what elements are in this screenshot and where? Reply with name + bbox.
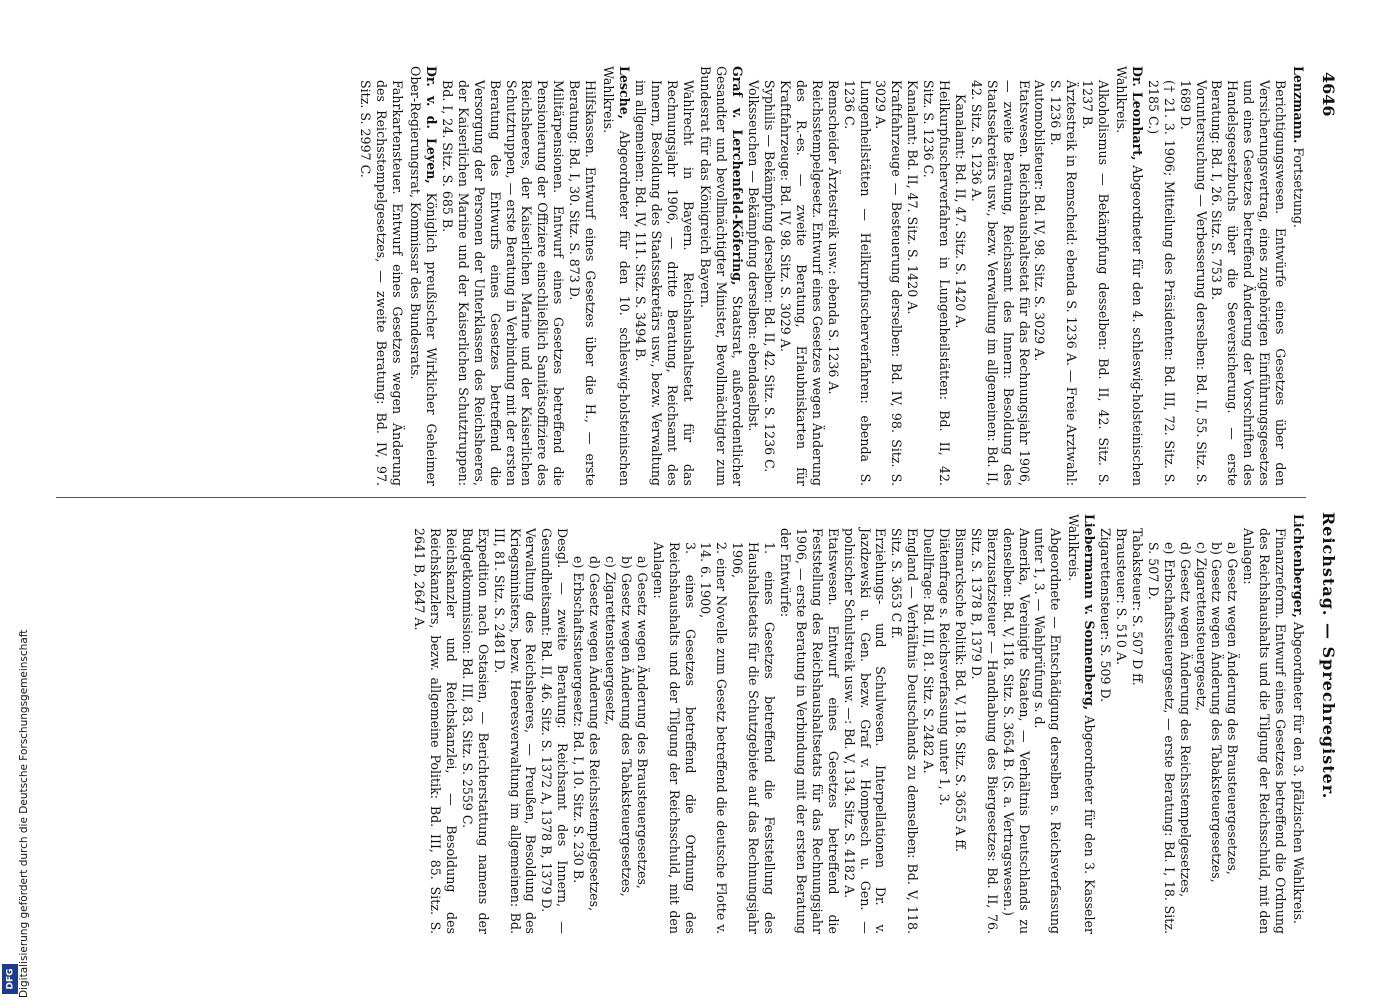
subject-entry: Finanzreform. Entwurf eines Gesetzes betreffend die Ordnung des Reichshaushalts und die Tilgung der Reichsschuld, mit den Anlagen: bbox=[1241, 528, 1289, 934]
credit-sidebar bbox=[0, 0, 30, 1000]
subject-entry: Syphilis — Bekämpfung derselben: Bd. II, 42. Sitz. S. 1236 C. bbox=[762, 80, 778, 473]
subject-entry: Abgeordnete — Entschädigung derselben s. Reichsverfassung unter 1, 3. — Wahlprüfung s. d. bbox=[1032, 528, 1064, 934]
subject-entry: England — Verhältnis Deutschlands zu demselben: Bd. V, 118. Sitz. S. 3653 C ff. bbox=[889, 528, 921, 934]
subject-entry: 1. eines Gesetzes betreffend die Feststellung des Haushaltsetats für die Schutzgebiete auf das Rechnungsjahr 1906, bbox=[730, 542, 778, 934]
running-title: Reichstag. — Sprechregister. bbox=[1319, 512, 1339, 800]
subject-entry: Etatswesen. Reichshaushaltsetat für das Rechnungsjahr 1906, — zweite Beratung, Reichsamt des Innern: Besoldung des Staatssekretärs usw., bezw. Verwaltung im allgemeinen: Bd. II, 42. Sitz. S. 1236 A. bbox=[968, 80, 1032, 486]
subject-entry: Kraftfahrzeuge — Besteuerung derselben: Bd. IV, 98. Sitz. S. 3029 A. bbox=[873, 80, 905, 486]
subject-entry: Bierzusatzsteuer — Handhabung des Biergesetzes: Bd. II, 76. Sitz. S. 1378 B, 1379 D. bbox=[968, 528, 1000, 934]
subject-entry: Zigarettensteuer: S. 509 D. bbox=[1098, 528, 1114, 703]
subject-entry: Expedition nach Ostasien, — Berichterstattung namens der Budgetkommission: Bd. III, 83. Sitz. S. 2559 C. bbox=[459, 528, 491, 934]
subject-entry: b) Gesetz wegen Änderung des Tabaksteuergesetzes, bbox=[618, 556, 634, 897]
speaker-description: Fortsetzung. bbox=[1291, 147, 1306, 228]
subject-entry: († 21. 3. 1906; Mitteilung des Präsidenten: Bd. III, 72. Sitz. S. 2185 C.) bbox=[1145, 80, 1177, 486]
register-entry bbox=[600, 66, 632, 486]
credit-text: Digitalisierung gefördert durch die Deutsche Forschungsgemeinschaft bbox=[18, 629, 30, 998]
subject-entry: d) Gesetz wegen Änderung des Reichsstempelgesetzes, bbox=[587, 556, 603, 912]
subject-entry: 2. einer Novelle zum Gesetz betreffend die deutsche Flotte v. 14. 6. 1900, bbox=[698, 542, 730, 934]
subject-entry: Ärztestreik in Remscheid: ebenda S. 1236 A. — Freie Arztwahl: S. 1236 B. bbox=[1048, 80, 1080, 486]
subject-entry: Etatswesen. Entwurf eines Gesetzes betreffend die Feststellung des Reichshaushaltsetats für das Rechnungsjahr 1906, — erste Beratung in Verbindung mit der ersten Beratung der Entwürfe: bbox=[778, 528, 841, 934]
subject-entry: Hilfskassen. Entwurf eines Gesetzes über die H., — erste Beratung: Bd. I, 30. Sitz. S. 873 D. bbox=[567, 80, 599, 486]
register-entry bbox=[1113, 66, 1145, 486]
subject-entry: Lungenheilstätten — Heilkurpfuscherverfahren: ebenda S. 1236 C. bbox=[841, 80, 873, 486]
register-entry bbox=[1290, 66, 1306, 486]
register-entry bbox=[407, 66, 439, 486]
speaker-description: Abgeordneter für den 3. pfälzischen Wahlkreis. bbox=[1291, 621, 1306, 924]
subject-entry: Verwaltung des Reichsheeres, — Preußen, Besoldung des Kriegsministers, bezw. Heeresverwaltung im allgemeinen: Bd. III, 81. Sitz. S. 2481 D. bbox=[491, 528, 539, 934]
subject-entry: Bismarcksche Politik: Bd. V, 118. Sitz. S. 3655 A ff. bbox=[952, 528, 968, 853]
subject-entry: Kanalamt: Bd. II, 47. Sitz. S. 1420 A. bbox=[905, 80, 921, 315]
subject-entry: Volksseuchen — Bekämpfung derselben: ebendaselbst. bbox=[746, 80, 762, 432]
subject-entry: c) Zigarettensteuergesetz, bbox=[1193, 542, 1209, 712]
document-page bbox=[30, 0, 1350, 1000]
subject-entry: Diätenfrage s. Reichsverfassung unter 1, 3. bbox=[937, 528, 953, 806]
speaker-description: Staatsrat, außerordentlicher Gesandter und bevollmächtigter Minister, Bevollmächtigter zum Bundesrat für das Königreich Bayern. bbox=[698, 66, 746, 486]
subject-entry: Reichskanzler und Reichskanzlei, — Besoldung des Reichskanzlers, bezw. allgemeine Politik: Bd. III, 85. Sitz. S. 2641 B, 2647 A. bbox=[412, 528, 459, 934]
page-header bbox=[1314, 72, 1344, 940]
subject-entry: Fahrkartensteuer. Entwurf eines Gesetzes wegen Änderung des Reichsstempelgesetzes, — zweite Beratung: Bd. IV, 97. Sitz. S. 2997 C. bbox=[358, 80, 406, 486]
page-number: 4646 bbox=[1319, 72, 1339, 117]
register-entry bbox=[1290, 514, 1306, 934]
subject-entry: a) Gesetz wegen Änderung des Brausteuergesetzes, bbox=[1225, 542, 1241, 875]
subject-entry: 3. eines Gesetzes betreffend die Ordnung des Reichshaushalts und der Tilgung der Reichsschuld, mit den Anlagen: bbox=[650, 542, 698, 934]
speaker-name: Lichtenberger, bbox=[1291, 514, 1306, 618]
dfg-logo-text: DFG bbox=[5, 968, 16, 990]
left-column bbox=[358, 66, 1306, 486]
subject-entry: Heilkurpfuscherverfahren in Lungenheilstätten: Bd. II, 42. Sitz. S. 1236 C. bbox=[921, 80, 953, 486]
dfg-logo bbox=[2, 964, 18, 994]
speaker-description: Abgeordneter für den 4. schleswig-holsteinischen Wahlkreis. bbox=[1114, 66, 1145, 486]
subject-entry: Voruntersuchung — Verbesserung derselben: Bd. II, 55. Sitz. S. 1689 D. bbox=[1177, 80, 1209, 486]
subject-entry: Erziehungs- und Schulwesen. Interpellationen Dr. v. Jazdzewski u. Gen. bezw. Graf v. Hompesch u. Gen. — polnischer Schulstreik usw. —: Bd. V, 134. Sitz. S. 4182 A. bbox=[841, 528, 889, 934]
subject-entry: a) Gesetz wegen Änderung des Brausteuergesetzes, bbox=[634, 556, 650, 889]
subject-entry: Brausteuer: S. 510 A. bbox=[1114, 528, 1130, 666]
subject-entry: Kanalamt: Bd. II, 47. Sitz. S. 1420 A. bbox=[952, 94, 968, 329]
column-divider bbox=[56, 497, 1306, 498]
speaker-name: Lenzmann. bbox=[1291, 66, 1306, 144]
register-entry bbox=[1065, 514, 1097, 934]
subject-entry: b) Gesetz wegen Änderung des Tabaksteuergesetzes, bbox=[1209, 542, 1225, 883]
subject-entry: Tabaksteuer: S. 507 D ff. bbox=[1129, 528, 1145, 686]
speaker-name: Graf v. Lerchenfeld-Köfering, bbox=[730, 66, 746, 286]
subject-entry: Desgl. — zweite Beratung: Reichsamt des Innern, — Gesundheitsamt: Bd. II, 46. Sitz. S. 1372 A, 1378 B, 1379 D. bbox=[539, 528, 571, 934]
subject-entry: Alkoholismus — Bekämpfung desselben: Bd. II, 42. Sitz. S. 1237 B. bbox=[1080, 80, 1112, 486]
subject-entry: Automobilsteuer: Bd. IV, 98. Sitz. S. 3029 A. bbox=[1032, 80, 1048, 362]
subject-entry: Reichsstempelgesetz. Entwurf eines Gesetzes wegen Änderung des R.-es. — zweite Beratung, Erlaubniskarten für Kraftfahrzeuge: Bd. IV, 98. Sitz. S. 3029 A. bbox=[778, 80, 825, 486]
speaker-description: Abgeordneter für den 3. Kasseler Wahlkreis. bbox=[1066, 514, 1098, 934]
subject-entry: Wahlrecht in Bayern. Reichshaushaltsetat für das Rechnungsjahr 1906, — dritte Beratung, Reichsamt des Innern, Besoldung des Staatssekretärs usw., bezw. Verwaltung im allgemeinen: Bd. IV, 111. Sitz. S. 3494 B. bbox=[632, 80, 696, 486]
subject-entry: Amerika, Vereinigte Staaten, — Verhältnis Deutschlands zu denselben: Bd. V, 118. Sitz. S. 3654 B. (S. a. Vertragswesen.) bbox=[1000, 528, 1032, 934]
subject-entry: Remscheider Ärztestreik usw.: ebenda S. 1236 A. bbox=[825, 80, 841, 395]
subject-entry: Militärpensionen. Entwurf eines Gesetzes betreffend die Pensionierung der Offiziere einschließlich Sanitätsoffiziere des Reichsheeres, der Kaiserlichen Marine und der Kaiserlichen Schutztruppen, — erste Beratung in Verbindung mit der ersten Beratung des Entwurfs eines Gesetzes betreffend die Versorgung der Personen der Unterklassen des Reichsheeres, der Kaiserlichen Marine und der Kaiserlichen Schutztruppen: Bd. I, 24. Sitz. S. 685 B. bbox=[439, 80, 567, 486]
subject-entry: d) Gesetz wegen Änderung des Reichsstempelgesetzes, bbox=[1177, 542, 1193, 898]
speaker-name: Lesche, bbox=[616, 66, 632, 120]
right-column bbox=[411, 514, 1306, 934]
speaker-name: Liebermann v. Sonnenberg, bbox=[1082, 514, 1098, 711]
speaker-description: Königlich preußischer Wirklicher Geheimer Ober-Regierungsrat, Kommissar des Bundesrats. bbox=[408, 66, 440, 486]
subject-entry: e) Erbschaftssteuergesetz: Bd. I, 10. Sitz. S. 230 B. bbox=[571, 556, 587, 884]
subject-entry: Duellfrage: Bd. III, 81. Sitz. S. 2482 A. bbox=[921, 528, 937, 774]
register-entry bbox=[698, 66, 746, 486]
speaker-description: Abgeordneter für den 10. schleswig-holsteinischen Wahlkreis. bbox=[601, 66, 632, 486]
subject-entry: e) Erbschaftssteuergesetz, — erste Beratung: Bd. I, 18. Sitz. S. 507 D. bbox=[1145, 542, 1177, 934]
speaker-name: Dr. v. d. Leyen, bbox=[424, 66, 440, 184]
subject-entry: Berichtigungswesen. Entwürfe eines Gesetzes über den Versicherungsvertrag, eines zugehörigen Einführungsgesetzes und eines Gesetzes betreffend Änderung der Vorschriften des Handelsgesetzbuchs über die Seeversicherung. — erste Beratung: Bd. I, 26. Sitz. S. 753 B. bbox=[1209, 80, 1289, 486]
subject-entry: c) Zigarettensteuergesetz, bbox=[603, 556, 619, 726]
speaker-name: Dr. Leonhart, bbox=[1129, 66, 1145, 161]
